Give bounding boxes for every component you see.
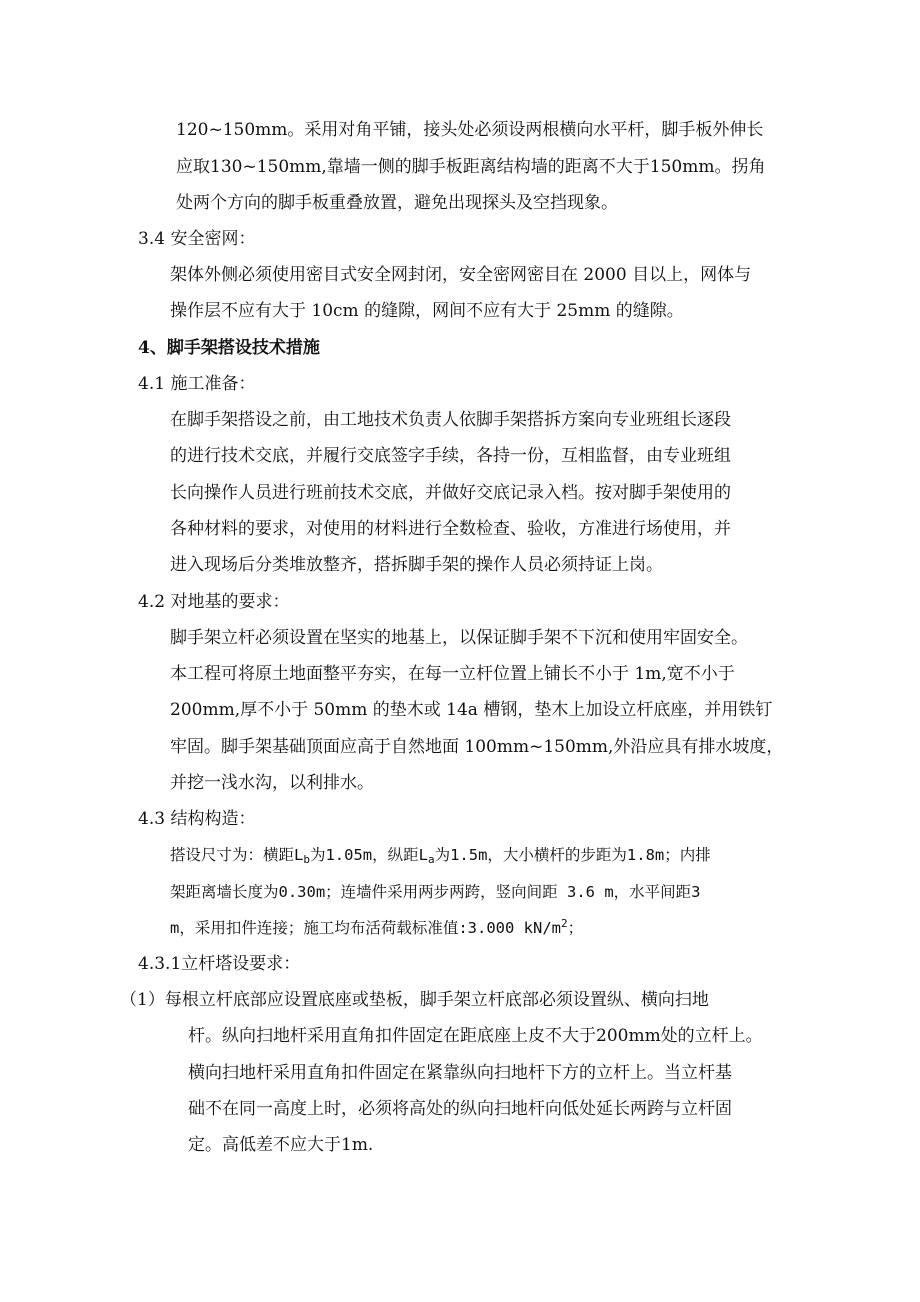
section-4-1-line-2: 的进行技术交底，并履行交底签字手续，各持一份，互相监督，由专业班组 bbox=[170, 446, 731, 466]
item-1-line-1: （1）每根立杆底部应设置底座或垫板，脚手架立杆底部必须设置纵、横向扫地 bbox=[120, 990, 709, 1010]
item-1-line-4: 础不在同一高度上时，必须将高处的纵向扫地杆向低处延长两跨与立杆固 bbox=[188, 1099, 732, 1119]
para-3-3-line-2: 应取130~150mm,靠墙一侧的脚手板距离结构墙的距离不大于150mm。拐角 bbox=[176, 157, 766, 177]
item-1-line-5: 定。高低差不应大于1m. bbox=[188, 1135, 374, 1155]
section-4-2-heading: 4.2 对地基的要求： bbox=[138, 592, 290, 612]
section-3-4-line-2: 操作层不应有大于 10cm 的缝隙，网间不应有大于 25mm 的缝隙。 bbox=[170, 301, 684, 321]
section-4-1-line-5: 进入现场后分类堆放整齐，搭拆脚手架的操作人员必须持证上岗。 bbox=[170, 555, 663, 575]
section-4-2-line-5: 并挖一浅水沟，以利排水。 bbox=[170, 773, 374, 793]
para-3-3-line-1: 120~150mm。采用对角平铺，接头处必须设两根横向水平杆，脚手板外伸长 bbox=[176, 120, 764, 140]
section-4-3-line-3 bbox=[170, 918, 583, 938]
section-4-3-line-3-part-b: ； bbox=[567, 919, 584, 937]
item-1-line-3: 横向扫地杆采用直角扣件固定在紧靠纵向扫地杆下方的立杆上。当立杆基 bbox=[188, 1063, 732, 1083]
section-4-heading: 4、脚手架搭设技术措施 bbox=[138, 338, 320, 358]
section-4-2-line-3: 200mm,厚不小于 50mm 的垫木或 14a 槽钢，垫木上加设立杆底座，并用铁钉 bbox=[170, 700, 773, 720]
section-4-3-line-2: 架距离墙长度为0.30m；连墙件采用两步两跨，竖向间距 3.6 m，水平间距3 bbox=[170, 883, 701, 901]
para-3-3-line-3: 处两个方向的脚手板重叠放置，避免出现探头及空挡现象。 bbox=[176, 193, 618, 213]
section-4-3-heading: 4.3 结构构造： bbox=[138, 809, 256, 829]
section-3-4-line-1: 架体外侧必须使用密目式安全网封闭，安全密网密目在 2000 目以上，网体与 bbox=[170, 265, 752, 285]
section-4-1-line-4: 各种材料的要求，对使用的材料进行全数检查、验收，方准进行场使用，并 bbox=[170, 519, 731, 539]
section-4-3-line-3-part-a: m，采用扣件连接；施工均布活荷载标准值:3.000 kN/m bbox=[170, 919, 561, 937]
section-4-1-line-3: 长向操作人员进行班前技术交底，并做好交底记录入档。按对脚手架使用的 bbox=[170, 483, 731, 503]
subscript-a: a bbox=[427, 853, 435, 866]
section-4-1-line-1: 在脚手架搭设之前，由工地技术负责人依脚手架搭拆方案向专业班组长逐段 bbox=[170, 410, 731, 430]
section-4-3-line-1 bbox=[170, 845, 711, 865]
item-1-line-2: 杆。纵向扫地杆采用直角扣件固定在距底座上皮不大于200mm处的立杆上。 bbox=[188, 1026, 763, 1046]
section-4-2-line-2: 本工程可将原土地面整平夯实，在每一立杆位置上铺长不小于 1m,宽不小于 bbox=[170, 664, 735, 684]
section-4-2-line-1: 脚手架立杆必须设置在坚实的地基上，以保证脚手架不下沉和使用牢固安全。 bbox=[170, 628, 748, 648]
section-4-3-line-1-part-b: 为1.05m，纵距L bbox=[309, 846, 428, 864]
section-4-1-heading: 4.1 施工准备： bbox=[138, 374, 256, 394]
section-3-4-heading: 3.4 安全密网： bbox=[138, 229, 256, 249]
subscript-b: b bbox=[303, 853, 310, 866]
section-4-3-line-1-part-c: 为1.5m，大小横杆的步距为1.8m；内排 bbox=[434, 846, 711, 864]
section-4-3-1-heading: 4.3.1立杆塔设要求： bbox=[138, 954, 301, 974]
section-4-2-line-4: 牢固。脚手架基础顶面应高于自然地面 100mm~150mm,外沿应具有排水坡度， bbox=[170, 737, 784, 757]
section-4-3-line-1-part-a: 搭设尺寸为：横距L bbox=[170, 846, 304, 864]
superscript-2: 2 bbox=[560, 917, 568, 930]
